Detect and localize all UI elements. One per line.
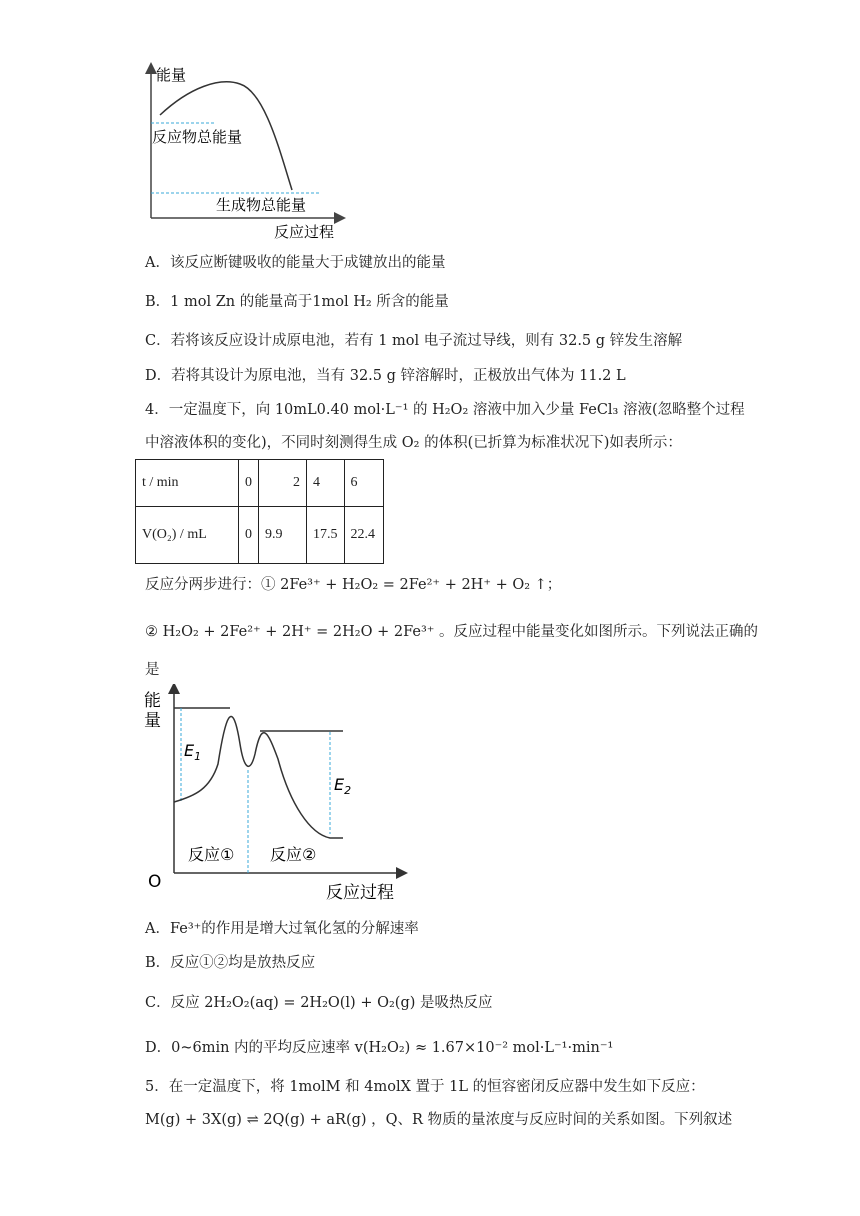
table-cell: 9.9 [259,507,307,564]
q4-step2: ② H₂O₂ + 2Fe²⁺ + 2H⁺ = 2H₂O + 2Fe³⁺ 。反应过程中能量变化如图所示。下列说法正确的 [145,624,759,640]
q3-option-d: D．若将其设计为原电池，当有 32.5 g 锌溶解时，正极放出气体为 11.2 L [145,368,626,384]
q4-step2-tail: 是 [145,662,160,678]
table-cell: 0 [239,460,259,507]
x-axis-label: 反应过程 [326,883,394,902]
origin-label: O [148,872,162,892]
region1-label: 反应① [188,845,235,864]
e1-label: $E_1$ [184,741,202,763]
energy-diagram-2 [140,684,410,902]
table-cell: 0 [239,507,259,564]
table-cell: t / min [136,460,239,507]
o2-volume-table [135,459,384,564]
q4-step1: 反应分两步进行：① 2Fe³⁺ + H₂O₂ = 2Fe²⁺ + 2H⁺ + O₂ ↑； [145,577,562,593]
q3-option-a: A．该反应断键吸收的能量大于成键放出的能量 [145,255,446,271]
q4-stem-line2: 中溶液体积的变化)，不同时刻测得生成 O₂ 的体积(已折算为标准状况下)如表所示： [145,435,682,451]
q4-option-a: A．Fe³⁺的作用是增大过氧化氢的分解速率 [145,921,419,937]
e2-label: $E_2$ [334,775,352,797]
table-row [136,507,384,564]
product-label: 生成物总能量 [216,196,307,214]
q4-option-c: C．反应 2H₂O₂(aq) = 2H₂O(l) + O₂(g) 是吸热反应 [145,995,493,1011]
region2-label: 反应② [270,845,317,864]
table-row [136,460,384,507]
table-cell: 22.4 [344,507,383,564]
q3-option-c: C．若将该反应设计成原电池，若有 1 mol 电子流过导线，则有 32.5 g 锌发生溶解 [145,333,683,349]
y-axis-label: 能量 [156,66,187,84]
x-axis-label: 反应过程 [274,223,335,241]
table-cell: 17.5 [307,507,345,564]
q5-line1: 5．在一定温度下，将 1molM 和 4molX 置于 1L 的恒容密闭反应器中发生如下反应： [145,1079,705,1095]
y-axis-label-top: 能 [144,691,161,711]
q4-option-d: D．0~6min 内的平均反应速率 v(H₂O₂) ≈ 1.67×10⁻² mol·L⁻¹·min⁻¹ [145,1040,614,1056]
table-cell: 4 [307,460,345,507]
q4-option-b: B．反应①②均是放热反应 [145,955,316,971]
q5-line2: M(g) + 3X(g) ⇌ 2Q(g) + aR(g) ，Q、R 物质的量浓度与反应时间的关系如图。下列叙述 [145,1112,733,1128]
q4-stem-line1: 4．一定温度下，向 10mL0.40 mol·L⁻¹ 的 H₂O₂ 溶液中加入少量 FeCl₃ 溶液(忽略整个过程 [145,402,745,418]
energy-curve [174,716,343,838]
reactant-label: 反应物总能量 [152,128,243,146]
table-cell: V(O₂) / mL [136,507,239,564]
energy-diagram-1 [140,62,350,242]
q3-option-b: B．1 mol Zn 的能量高于1mol H₂ 所含的能量 [145,294,449,310]
table-cell: 2 [259,460,307,507]
y-axis-label-bottom: 量 [144,711,161,731]
table-cell: 6 [344,460,383,507]
